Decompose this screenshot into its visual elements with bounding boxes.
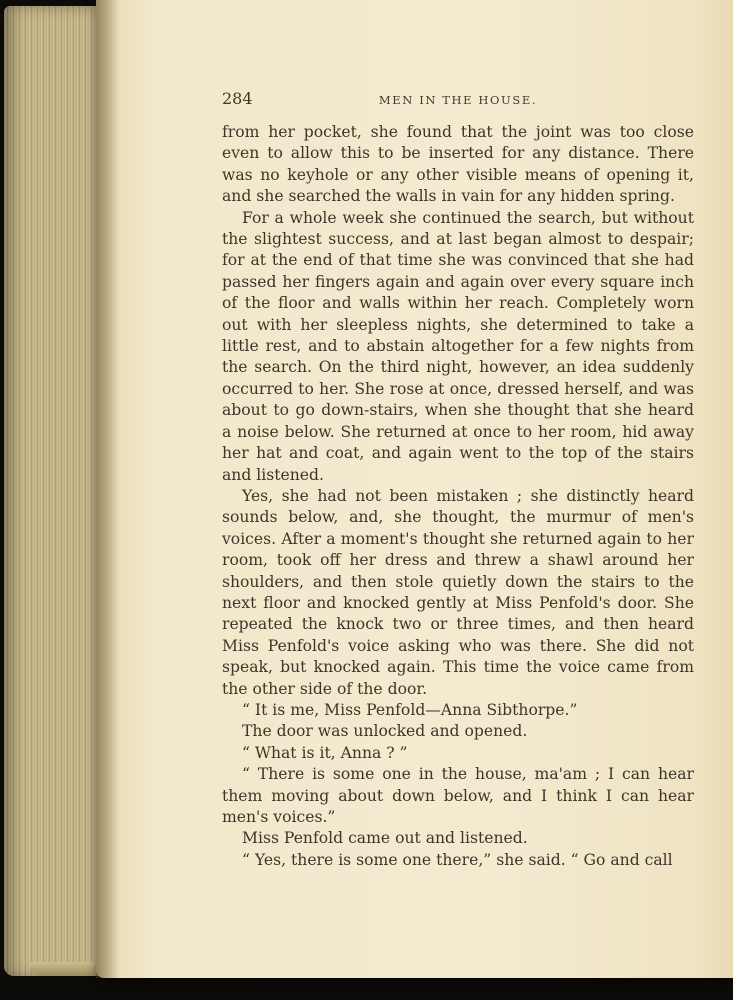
paragraph: Yes, she had not been mistaken ; she distinctly heard sounds below, and, she thought, the murmur of men's voices. After a moment's thought she returned again to her room, took off her dress and threw a shawl around her shoulders, and then stole quietly down the stairs to the next floor and knocked gently at Miss Penfold's door. She repeated the knock two or three times, and then heard Miss Penfold's voice asking who was there. She did not speak, but knocked again. This time the voice came from the other side of the door.: [222, 486, 694, 698]
paragraph: The door was unlocked and opened.: [242, 722, 528, 741]
paragraph: from her pocket, she found that the joint was too close even to allow this to be inserted for any distance. There was no keyhole or any other visible means of opening it, and she searched the walls in vain for any hidden spring.: [222, 123, 694, 206]
paragraph: For a whole week she continued the search, but without the slightest success, and at last began almost to despair; for at the end of that time she was convinced that she had passed her fingers again and again over every square inch of the floor and walls within her reach. Completely worn out with her sleepless nights, she determined to take a little rest, and to abstain altogether for a few nights from the search. On the third night, however, an idea suddenly occurred to her. She rose at once, dressed herself, and was about to go down-stairs, when she thought that she heard a noise below. She returned at once to her room, hid away her hat and coat, and again went to the top of the stairs and listened.: [222, 208, 694, 484]
page-text-block: [222, 88, 694, 871]
spine-shadow: [96, 0, 120, 978]
paragraph: Miss Penfold came out and listened.: [242, 829, 528, 848]
dialogue-line: “ What is it, Anna ? ”: [242, 743, 408, 762]
dialogue-line: “ It is me, Miss Penfold—Anna Sibthorpe.”: [242, 700, 578, 719]
page-number: 284: [222, 89, 253, 108]
dialogue-line: “ There is some one in the house, ma'am ; I can hear them moving about down below, and I think I can hear men's voices.”: [222, 765, 694, 826]
running-head: [222, 88, 694, 112]
running-title: MEN IN THE HOUSE.: [378, 93, 538, 107]
dialogue-line: “ Yes, there is some one there,” she said. “ Go and call: [242, 850, 673, 869]
